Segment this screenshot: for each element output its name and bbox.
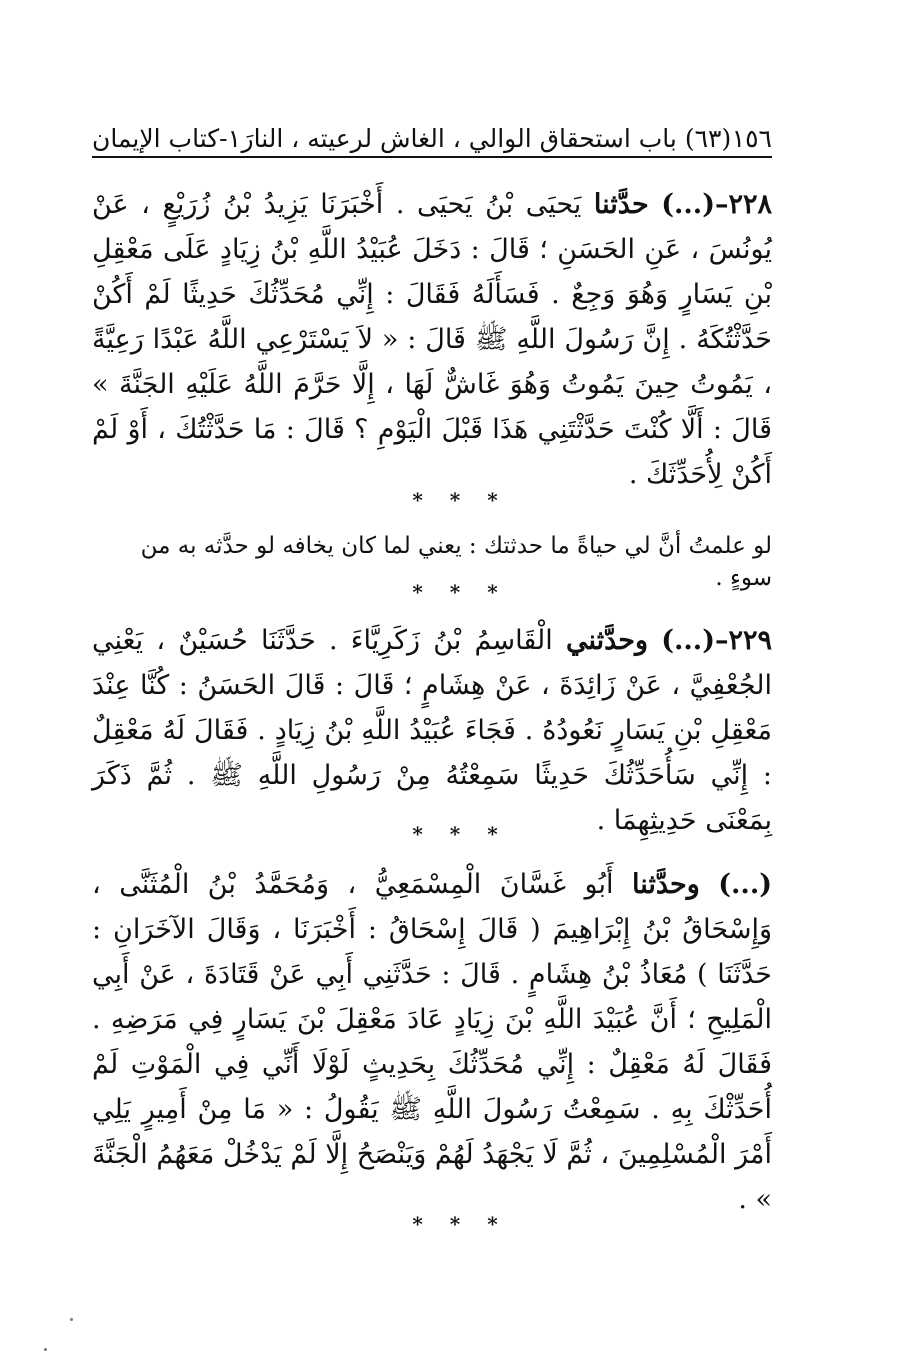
chapter-title: (٦٣) باب استحقاق الوالي ، الغاش لرعيته ، النارَ (241, 124, 732, 153)
scan-speck (44, 1348, 47, 1351)
section-separator: * * * (412, 580, 508, 604)
hadith-text: الْقَاسِمُ بْنُ زَكَرِيَّاءَ . حَدَّثَنَا حُسَيْنٌ ، يَعْنِي الجُعْفِيَّ ، عَنْ زَائِدَةَ ، عَنْ هِشَامٍ ؛ قَالَ : قَالَ الحَسَنُ : كُنَّا عِنْدَ مَعْقِلِ بْنِ يَسَارٍ نَعُودُهُ . فَجَاءَ عُبَيْدُ اللَّهِ بْنُ زِيَادٍ . فَقَالَ لَهُ مَعْقِلٌ : إِنِّي سَأُحَدِّثُكَ حَدِيثًا سَمِعْتُهُ مِنْ رَسُولِ اللَّهِ ﷺ . ثُمَّ ذَكَرَ بِمَعْنَى حَدِيثِهِمَا . (92, 625, 772, 836)
hadith-lead: وحدَّثنا (631, 869, 700, 900)
hadith-229 (92, 618, 772, 843)
section-separator: * * * (412, 822, 508, 846)
hadith-number: ٢٢٩–(...) (661, 625, 772, 656)
page-number: ١٥٦ (731, 124, 772, 153)
hadith-lead: وحدَّثني (565, 625, 649, 656)
section-separator: * * * (412, 488, 508, 512)
running-header (92, 114, 772, 154)
hadith-text: أَبُو غَسَّانَ الْمِسْمَعِيُّ ، وَمُحَمَّدُ بْنُ الْمُثَنَّى ، وَإِسْحَاقُ بْنُ إِبْرَاهِيمَ ( قَالَ إِسْحَاقُ : أَخْبَرَنَا ، وَقَالَ الآخَرَانِ : حَدَّثَنَا ) مُعَاذُ بْنُ هِشَامٍ . قَالَ : حَدَّثَنِي أَبِي عَنْ قَتَادَةَ ، عَنْ أَبِي الْمَلِيحِ ؛ أَنَّ عُبَيْدَ اللَّهِ بْنَ زِيَادٍ عَادَ مَعْقِلَ بْنَ يَسَارٍ فِي مَرَضِهِ . فَقَالَ لَهُ مَعْقِلٌ : إِنِّي مُحَدِّثُكَ بِحَدِيثٍ لَوْلَا أَنِّي فِي الْمَوْتِ لَمْ أُحَدِّثْكَ بِهِ . سَمِعْتُ رَسُولَ اللَّهِ ﷺ يَقُولُ : « مَا مِنْ أَمِيرٍ يَلِي أَمْرَ الْمُسْلِمِينَ ، ثُمَّ لَا يَجْهَدُ لَهُمْ وَيَنْصَحُ إِلَّا لَمْ يَدْخُلْ مَعَهُمُ الْجَنَّةَ » . (92, 869, 772, 1215)
hadith-number: ٢٢٨–(...) (661, 189, 772, 220)
hadith-lead: حدَّثنا (593, 189, 649, 220)
hadith-228 (92, 182, 772, 497)
section-separator: * * * (412, 1212, 508, 1236)
commentary-note: لو علمتُ أنَّ لي حياةً ما حدثتك : يعني لما كان يخافه لو حدَّثه به من سوءٍ . (140, 533, 772, 591)
hadith-variant (92, 862, 772, 1222)
header-rule (92, 156, 772, 158)
hadith-number: (...) (718, 869, 772, 900)
scan-speck (70, 1318, 73, 1321)
book-title: ١-كتاب الإيمان (92, 124, 242, 153)
hadith-text: يَحيَى بْنُ يَحيَى . أَخْبَرَنَا يَزِيدُ بْنُ زُرَيْعٍ ، عَنْ يُونُسَ ، عَنِ الحَسَنِ ؛ قَالَ : دَخَلَ عُبَيْدُ اللَّهِ بْنُ زِيَادٍ عَلَى مَعْقِلِ بْنِ يَسَارٍ وَهُوَ وَجِعٌ . فَسَأَلَهُ فَقَالَ : إِنِّي مُحَدِّثُكَ حَدِيثًا لَمْ أَكُنْ حَدَّثْتُكَهُ . إِنَّ رَسُولَ اللَّهِ ﷺ قَالَ : « لاَ يَسْتَرْعِي اللَّهُ عَبْدًا رَعِيَّةً ، يَمُوتُ حِينَ يَمُوتُ وَهُوَ غَاشٌّ لَهَا ، إِلَّا حَرَّمَ اللَّهُ عَلَيْهِ الجَنَّةَ » قَالَ : أَلَّا كُنْتَ حَدَّثْتَنِي هَذَا قَبْلَ الْيَوْمِ ؟ قَالَ : مَا حَدَّثْتُكَ ، أَوْ لَمْ أَكُنْ لِأُحَدِّثَكَ . (92, 189, 772, 490)
